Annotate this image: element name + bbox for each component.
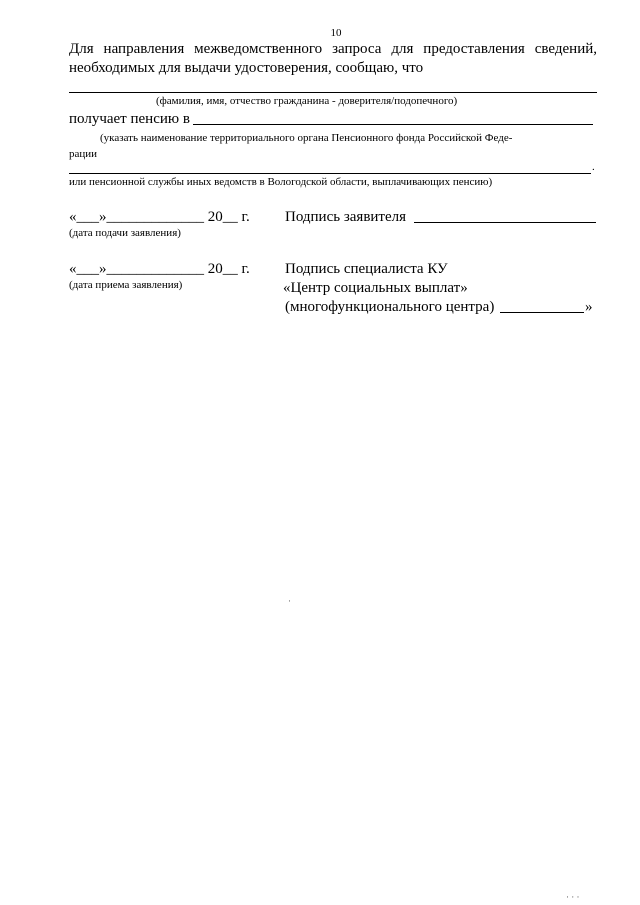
specialist-closing-quote: »	[585, 299, 593, 315]
pension-underline[interactable]	[193, 124, 593, 125]
applicant-date-caption: (дата подачи заявления)	[69, 227, 181, 239]
applicant-signature-label: Подпись заявителя	[285, 209, 407, 225]
scan-speck-bottom: · · ·	[566, 892, 580, 902]
applicant-date-field[interactable]: «___»_____________ 20__ г.	[69, 209, 250, 225]
specialist-signature-line[interactable]	[500, 312, 584, 313]
intro-line-1: Для направления межведомственного запроса для предоставления сведений,	[69, 41, 597, 57]
specialist-date-caption: (дата приема заявления)	[69, 279, 183, 291]
specialist-signature-line-2: «Центр социальных выплат»	[283, 280, 468, 296]
specialist-signature-line-3: (многофункционального центра)	[285, 299, 495, 315]
fio-caption: (фамилия, имя, отчество гражданина - доверителя/подопечного)	[156, 95, 458, 107]
specialist-date-field[interactable]: «___»_____________ 20__ г.	[69, 261, 250, 277]
scan-speck: ·	[288, 596, 291, 606]
pension-caption-line-3: или пенсионной службы иных ведомств в Вологодской области, выплачивающих пенсию)	[69, 176, 493, 188]
pension-caption-line-2: рации	[69, 148, 98, 160]
pension-label: получает пенсию в	[69, 111, 190, 127]
pension-second-underline[interactable]	[69, 173, 591, 174]
applicant-signature-line[interactable]	[414, 222, 596, 223]
pension-end-mark: .	[592, 161, 595, 173]
specialist-signature-line-1: Подпись специалиста КУ	[285, 261, 448, 277]
page-number: 10	[330, 27, 342, 39]
intro-line-2: необходимых для выдачи удостоверения, сообщаю, что	[69, 60, 424, 76]
pension-caption-line-1: (указать наименование территориального органа Пенсионного фонда Российской Феде-	[100, 132, 513, 144]
fio-underline[interactable]	[69, 92, 597, 93]
